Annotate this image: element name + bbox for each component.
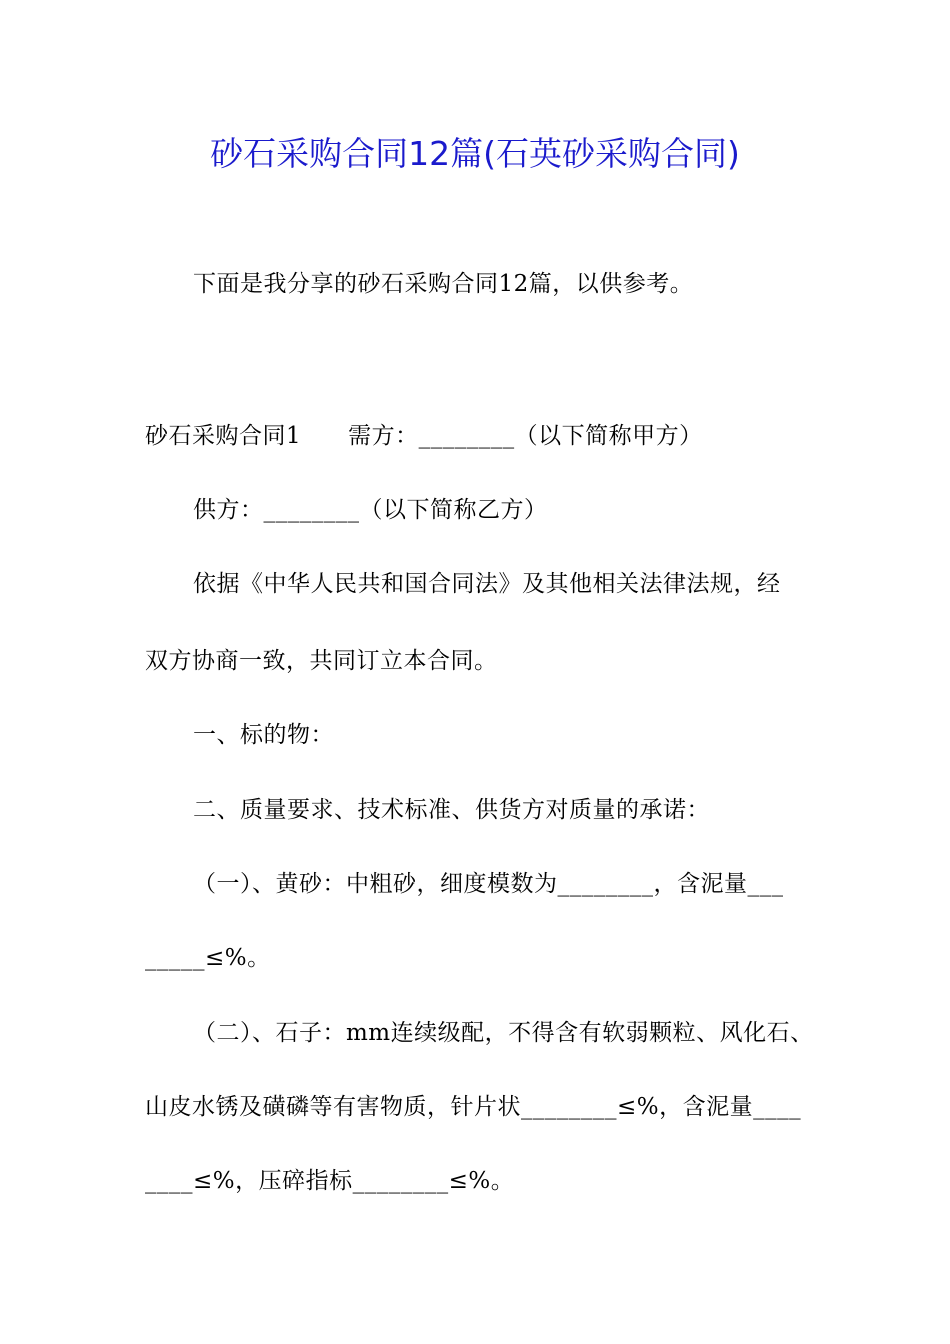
stone-line-cont-1: 山皮水锈及磺磷等有害物质，针片状________≤%，含泥量____	[145, 1094, 802, 1120]
stone-line: （二）、石子：mm连续级配，不得含有软弱颗粒、风化石、	[193, 1020, 814, 1046]
supplier-line: 供方：________（以下简称乙方）	[193, 497, 548, 523]
stone-line-cont-2: ____≤%，压碎指标________≤%。	[145, 1168, 515, 1194]
document-title: 砂石采购合同12篇(石英砂采购合同)	[210, 134, 740, 173]
basis-line: 依据《中华人民共和国合同法》及其他相关法律法规，经	[193, 571, 781, 597]
yellow-sand-line: （一）、黄砂：中粗砂，细度模数为________，含泥量___	[193, 871, 784, 897]
contract-heading-line: 砂石采购合同1 需方：________（以下简称甲方）	[145, 423, 703, 449]
basis-line-cont: 双方协商一致，共同订立本合同。	[145, 648, 498, 674]
section-1-heading: 一、标的物：	[193, 722, 334, 748]
yellow-sand-line-cont: _____≤%。	[145, 945, 271, 971]
section-2-heading: 二、质量要求、技术标准、供货方对质量的承诺：	[193, 797, 710, 823]
intro-line: 下面是我分享的砂石采购合同12篇，以供参考。	[193, 271, 694, 297]
